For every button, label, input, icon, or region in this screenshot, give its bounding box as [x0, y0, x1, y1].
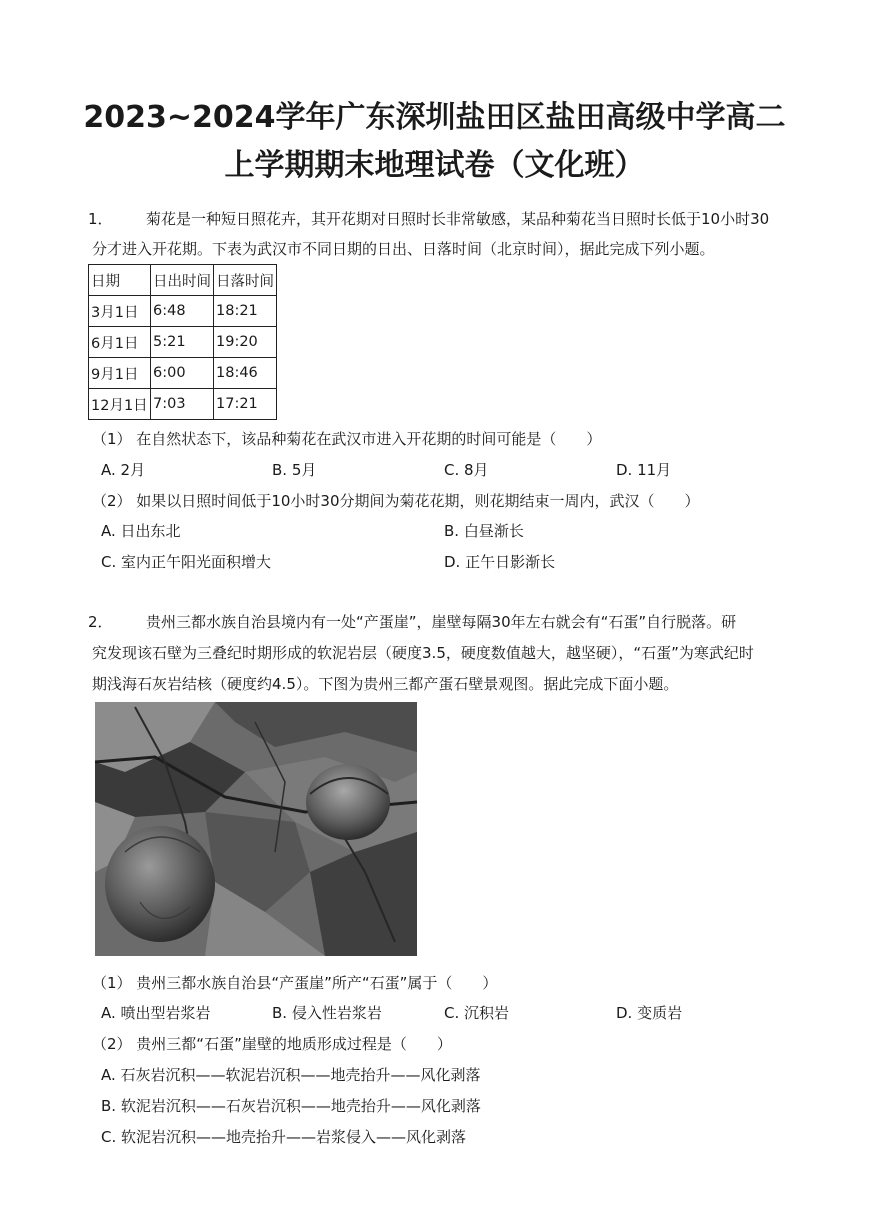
table-cell: 5:21 [151, 327, 214, 358]
rock-egg-cliff-photo [95, 702, 417, 956]
table-header-row [89, 265, 277, 296]
question-2-stem-line-3: 期浅海石灰岩结核（硬度约4.5）。下图为贵州三都产蛋石壁景观图。据此完成下面小题。 [92, 675, 679, 693]
q1-sub1-option-c: C. 8月 [444, 461, 489, 479]
q1-sub2-option-a: A. 日出东北 [101, 522, 181, 540]
question-1-number: 1． [88, 210, 113, 228]
table-cell: 3月1日 [89, 296, 151, 327]
table-cell: 6:00 [151, 358, 214, 389]
question-1-stem-line-2: 分才进入开花期。下表为武汉市不同日期的日出、日落时间（北京时间），据此完成下列小题。 [92, 240, 715, 258]
question-2-sub-2: （2） 贵州三都“石蛋”崖壁的地质形成过程是（ ） [92, 1035, 452, 1053]
table-cell: 6月1日 [89, 327, 151, 358]
table-cell: 19:20 [214, 327, 277, 358]
table-cell: 9月1日 [89, 358, 151, 389]
table-row [89, 296, 277, 327]
table-cell: 17:21 [214, 389, 277, 420]
q1-sub1-option-b: B. 5月 [272, 461, 317, 479]
q1-sub1-option-a: A. 2月 [101, 461, 146, 479]
question-1-sub-2: （2） 如果以日照时间低于10小时30分期间为菊花花期，则花期结束一周内，武汉（ ） [92, 492, 700, 510]
q2-sub2-option-c: C. 软泥岩沉积——地壳抬升——岩浆侵入——风化剥落 [101, 1128, 467, 1146]
table-header-cell: 日落时间 [214, 265, 277, 296]
document-title [0, 94, 869, 190]
q2-sub1-option-d: D. 变质岩 [616, 1004, 683, 1022]
question-2-stem-line-1: 贵州三都水族自治县境内有一处“产蛋崖”，崖壁每隔30年左右就会有“石蛋”自行脱落。研 [146, 613, 737, 631]
question-1-sub-1: （1） 在自然状态下，该品种菊花在武汉市进入开花期的时间可能是（ ） [92, 430, 602, 448]
sun-times-table [88, 264, 277, 420]
q1-sub2-option-d: D. 正午日影渐长 [444, 553, 556, 571]
question-2-sub-1: （1） 贵州三都水族自治县“产蛋崖”所产“石蛋”属于（ ） [92, 974, 498, 992]
table-cell: 6:48 [151, 296, 214, 327]
table-row [89, 358, 277, 389]
table-cell: 12月1日 [89, 389, 151, 420]
table-header-cell: 日期 [89, 265, 151, 296]
q1-sub2-option-c: C. 室内正午阳光面积增大 [101, 553, 272, 571]
table-row [89, 389, 277, 420]
q2-sub1-option-c: C. 沉积岩 [444, 1004, 510, 1022]
table-cell: 7:03 [151, 389, 214, 420]
table-cell: 18:21 [214, 296, 277, 327]
question-2-number: 2． [88, 613, 113, 631]
question-2-stem-line-2: 究发现该石壁为三叠纪时期形成的软泥岩层（硬度3.5，硬度数值越大，越坚硬），“石蛋”为寒武纪时 [92, 644, 754, 662]
question-1-stem-line-1: 菊花是一种短日照花卉，其开花期对日照时长非常敏感，某品种菊花当日照时长低于10小时30 [146, 210, 770, 228]
table-row [89, 327, 277, 358]
q2-sub2-option-a: A. 石灰岩沉积——软泥岩沉积——地壳抬升——风化剥落 [101, 1066, 481, 1084]
title-line-2: 上学期期末地理试卷（文化班） [224, 148, 645, 183]
table-cell: 18:46 [214, 358, 277, 389]
table-header-cell: 日出时间 [151, 265, 214, 296]
q2-sub1-option-b: B. 侵入性岩浆岩 [272, 1004, 382, 1022]
q2-sub2-option-b: B. 软泥岩沉积——石灰岩沉积——地壳抬升——风化剥落 [101, 1097, 481, 1115]
q1-sub2-option-b: B. 白昼渐长 [444, 522, 524, 540]
q1-sub1-option-d: D. 11月 [616, 461, 672, 479]
title-line-1: 2023~2024学年广东深圳盐田区盐田高级中学高二 [83, 100, 786, 135]
q2-sub1-option-a: A. 喷出型岩浆岩 [101, 1004, 211, 1022]
